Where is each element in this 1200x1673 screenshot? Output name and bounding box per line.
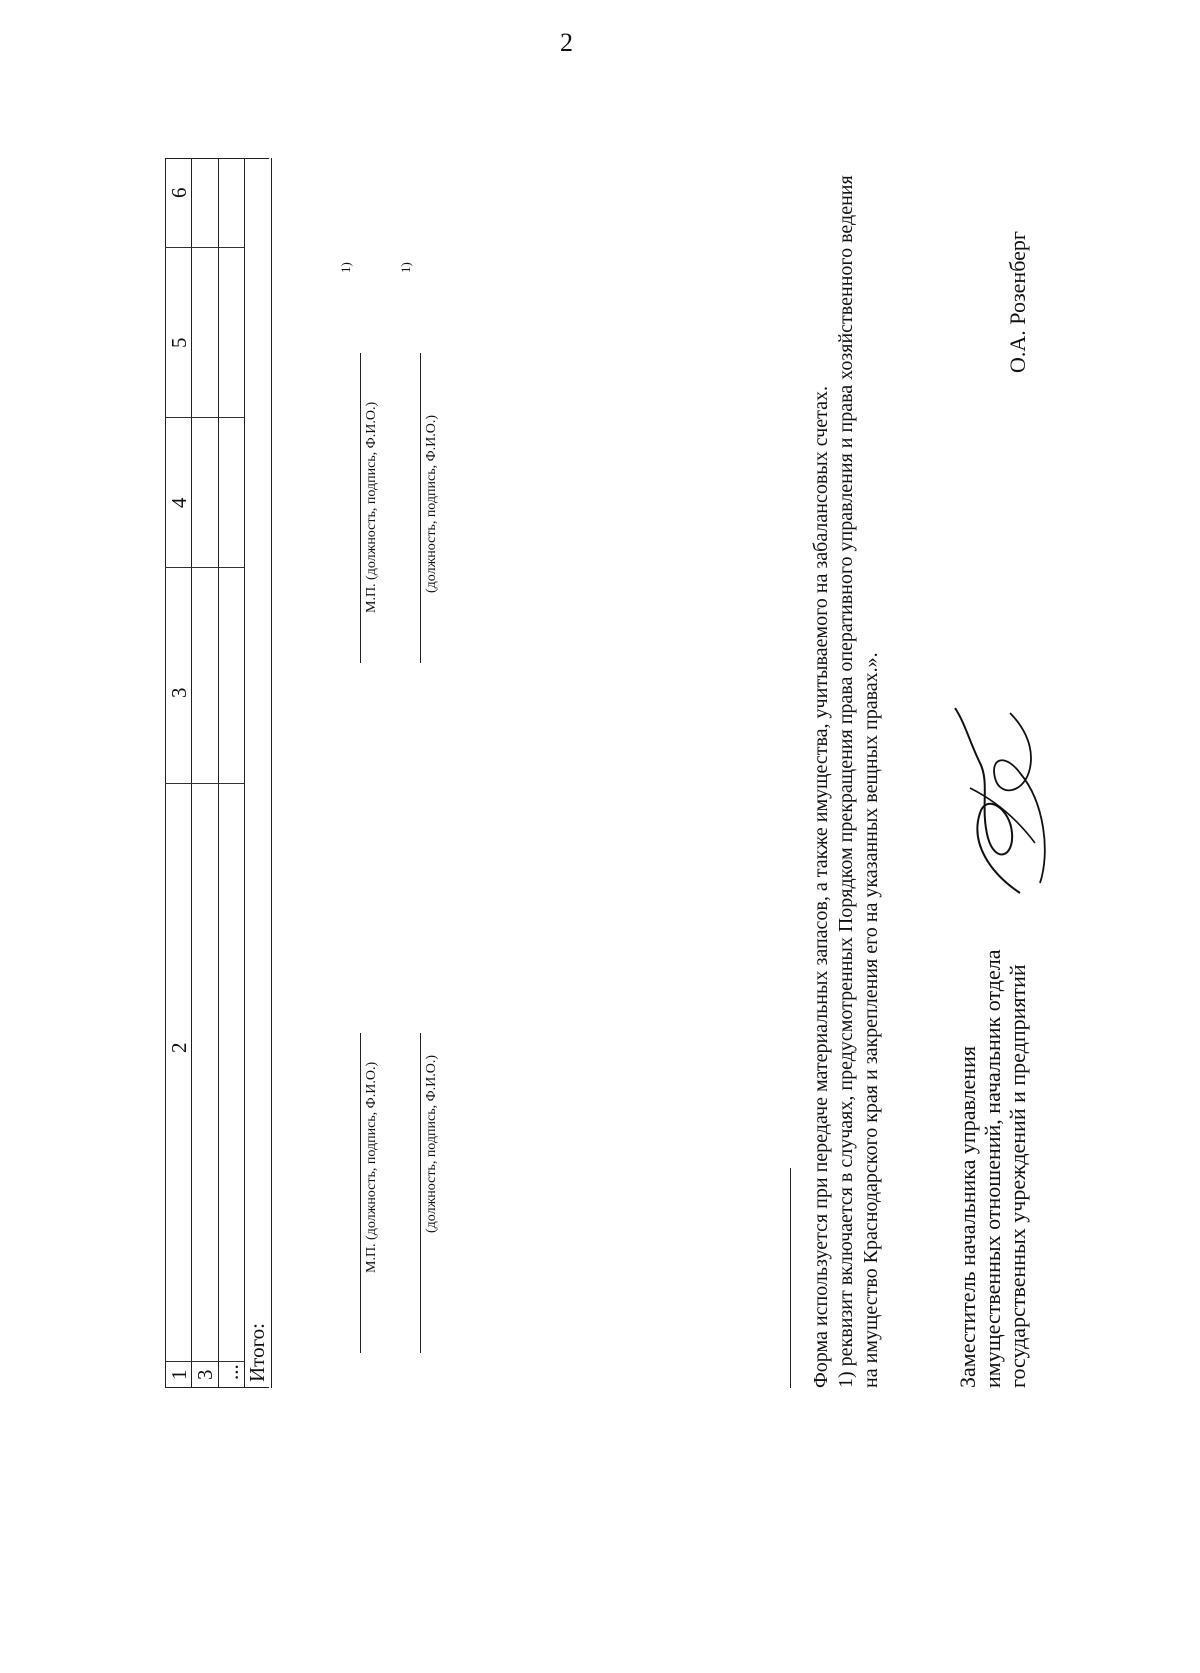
header-cell: 1 bbox=[167, 1369, 191, 1380]
note-text: 1) реквизит включается в случаях, предусмотренных Порядком прекращения права оперативного управления и права хозяйственного ведения bbox=[835, 175, 857, 1388]
header-cell: 6 bbox=[167, 187, 191, 198]
note-text: на имущество Краснодарского края и закрепления его на указанных вещных правах.». bbox=[860, 652, 882, 1388]
page-number: 2 bbox=[560, 28, 573, 57]
total-label: Итого: bbox=[245, 1323, 269, 1382]
signature-line bbox=[420, 1033, 421, 1353]
footnote-mark: 1) bbox=[338, 262, 353, 273]
column-divider bbox=[165, 567, 244, 568]
signature-caption: М.П. (должность, подпись, Ф.И.О.) bbox=[364, 1061, 379, 1273]
signer-name: О.А. Розенберг bbox=[1005, 231, 1030, 373]
signature-line bbox=[360, 1033, 361, 1353]
header-cell: 3 bbox=[167, 687, 191, 698]
row-label: ... bbox=[219, 1364, 243, 1380]
footnote-mark: 1) bbox=[398, 262, 413, 273]
header-cell: 4 bbox=[167, 497, 191, 508]
signer-title: государственных учреждений и предприятий bbox=[1005, 964, 1030, 1388]
table-header-row bbox=[165, 158, 192, 1388]
signature-line bbox=[360, 353, 361, 663]
header-cell: 2 bbox=[167, 1042, 191, 1053]
form-table bbox=[165, 158, 271, 1388]
row-label: 3 bbox=[193, 1369, 217, 1380]
column-divider bbox=[165, 417, 244, 418]
signature-caption: (должность, подпись, Ф.И.О.) bbox=[424, 414, 439, 593]
signer-title: Заместитель начальника управления bbox=[955, 1046, 980, 1388]
signature-caption: (должность, подпись, Ф.И.О.) bbox=[424, 1054, 439, 1233]
note-text: Форма используется при передаче материальных запасов, а также имущества, учитываемого на забалансовых счетах. bbox=[810, 386, 832, 1388]
column-divider bbox=[165, 1361, 244, 1362]
column-divider bbox=[165, 783, 244, 784]
handwritten-signature-image bbox=[950, 703, 1060, 903]
signer-title: имущественных отношений, начальник отдела bbox=[980, 949, 1005, 1388]
header-cell: 5 bbox=[167, 337, 191, 348]
signature-caption: М.П. (должность, подпись, Ф.И.О.) bbox=[364, 401, 379, 613]
notes-separator bbox=[790, 1168, 791, 1388]
signature-line bbox=[420, 353, 421, 663]
table-total-row bbox=[244, 158, 272, 1388]
column-divider bbox=[165, 247, 244, 248]
table-row bbox=[191, 158, 219, 1388]
table-row bbox=[218, 158, 245, 1388]
